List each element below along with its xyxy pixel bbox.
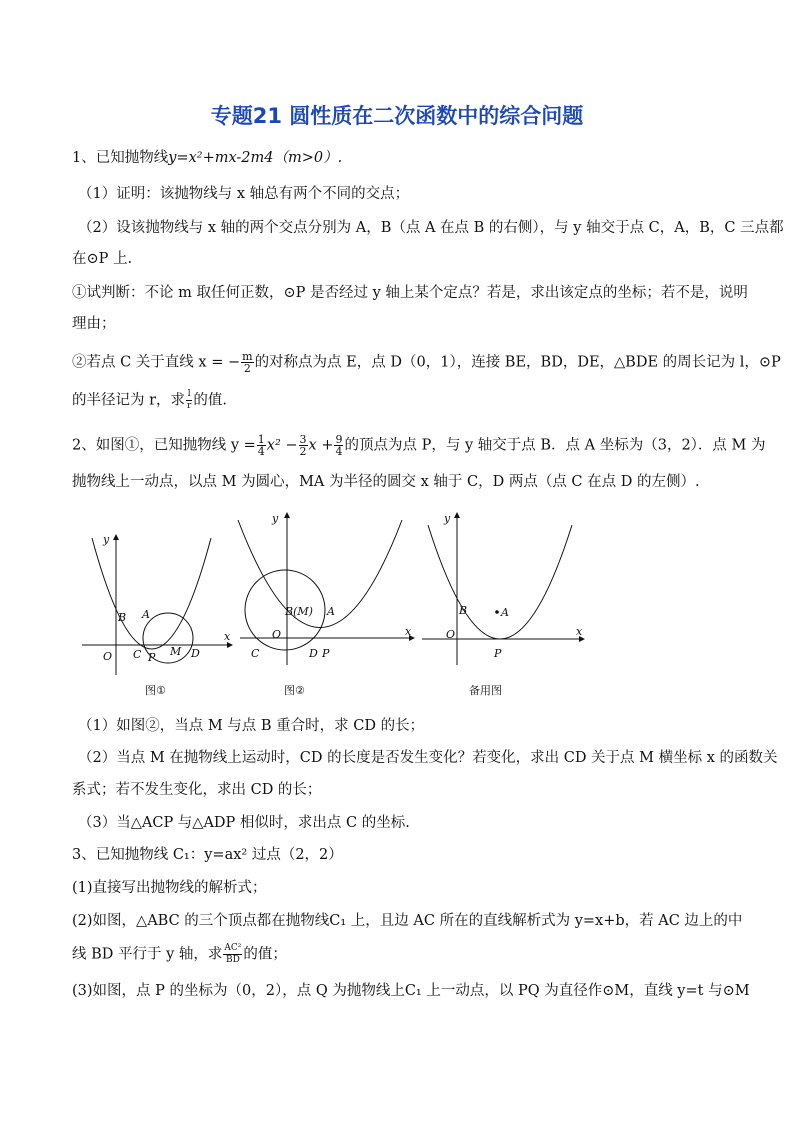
q1-sub1-line1: ①试判断：不论 m 取任何正数，⊙P 是否经过 y 轴上某个定点？若是，求出该定点的坐标；若不是，说明: [72, 285, 748, 301]
q1-part2-line2: 在⊙P 上.: [72, 251, 133, 267]
page-title: 专题21 圆性质在二次函数中的综合问题: [210, 104, 584, 128]
label-m: M: [170, 645, 182, 658]
label-b: B: [118, 611, 127, 624]
label-d: D: [191, 647, 200, 660]
q1-sub2-line2: 的半径记为 r，求 $\frac{l}{r}$ 的值.: [72, 389, 227, 411]
parabola: [238, 520, 402, 628]
fraction: $\frac{3}{2}$: [299, 433, 307, 458]
q2-part2-line1: （2）当点 M 在抛物线上运动时，CD 的长度是否发生变化？若变化，求出 CD 关于点 M 横坐标 x 的函数关: [78, 750, 778, 766]
label-p: P: [494, 647, 502, 660]
label-o: O: [103, 650, 113, 663]
q3-part1: (1)直接写出抛物线的解析式；: [72, 880, 267, 896]
label-o: O: [446, 628, 456, 641]
label-x: x: [576, 625, 583, 638]
label-p: P: [148, 651, 156, 664]
caption-fig2: 图②: [284, 684, 305, 697]
figure-3: [422, 513, 584, 665]
label-y: y: [444, 512, 451, 525]
label-c: C: [251, 647, 260, 660]
fraction: $\frac{m}{2}$: [242, 350, 253, 375]
fraction: $\frac{9}{4}$: [335, 433, 343, 458]
fraction: $\frac{\text{AC²}}{BD}$: [224, 943, 242, 965]
fraction: $\frac{l}{r}$: [187, 389, 192, 411]
q3-part2-line1: (2)如图，△ABC 的三个顶点都在抛物线C₁ 上，且边 AC 所在的直线解析式为 y=x+b，若 AC 边上的中: [72, 913, 743, 929]
q2-figures: [0, 505, 794, 705]
q2-stem-line2: 抛物线上一动点，以点 M 为圆心，MA 为半径的圆交 x 轴于 C，D 两点（点 C 在点 D 的左侧）.: [72, 474, 700, 490]
label-a: A: [142, 608, 150, 621]
label-o: O: [272, 628, 282, 641]
label-b: B: [459, 604, 468, 617]
caption-fig3: 备用图: [469, 684, 502, 697]
q1-part1: （1）证明：该抛物线与 x 轴总有两个不同的交点；: [78, 186, 410, 202]
label-a: A: [501, 606, 509, 619]
q3-part2-line2: 线 BD 平行于 y 轴，求 $\frac{\text{AC²}}{BD}$ 的值；: [72, 943, 287, 965]
q2-part1: （1）如图②，当点 M 与点 B 重合时，求 CD 的长；: [78, 718, 425, 734]
label-c: C: [133, 648, 142, 661]
label-b-m: B(M): [285, 605, 313, 618]
q2-part3: （3）当△ACP 与△ADP 相似时，求出点 C 的坐标.: [78, 815, 410, 831]
q1-part2-line1: （2）设该抛物线与 x 轴的两个交点分别为 A，B（点 A 在点 B 的右侧），与 y 轴交于点 C，A，B，C 三点都: [78, 220, 784, 236]
label-x: x: [405, 625, 412, 638]
label-x: x: [224, 630, 231, 643]
label-d: D: [309, 647, 318, 660]
q1-sub1-line2: 理由；: [72, 316, 116, 332]
figure-2: [238, 513, 414, 665]
q1-sub2-line1: ②若点 C 关于直线 x = − $\frac{m}{2}$ 的对称点为点 E，点 D（0，1），连接 BE，BD，DE，△BDE 的周长记为 l，⊙P: [72, 350, 781, 375]
label-p: P: [322, 647, 330, 660]
label-y: y: [272, 512, 279, 525]
point-a: [496, 611, 499, 614]
label-y: y: [103, 533, 110, 546]
caption-fig1: 图①: [145, 684, 166, 697]
parabola: [92, 538, 211, 649]
q3-stem: 3、已知抛物线 C₁：y=ax² 过点（2，2）: [72, 847, 343, 863]
label-a: A: [327, 605, 335, 618]
parabola: [428, 525, 572, 639]
fraction: $\frac{1}{4}$: [257, 433, 265, 458]
q1-stem: 1、已知抛物线y=x²+mx-2m4（m>0）.: [72, 150, 343, 166]
q2-part2-line2: 系式；若不发生变化，求出 CD 的长；: [72, 782, 322, 798]
q3-part3: (3)如图，点 P 的坐标为（0，2），点 Q 为抛物线上C₁ 上一动点，以 PQ 为直径作⊙M，直线 y=t 与⊙M: [72, 983, 750, 999]
q2-stem-line1: 2、如图①，已知抛物线 y = $\frac{1}{4}$ x² − $\frac{3}{2}$ x + $\frac{9}{4}$ 的顶点为点 P，与 y 轴交于点 B．点 A 坐标为（3，2）．点 M 为: [72, 433, 766, 458]
